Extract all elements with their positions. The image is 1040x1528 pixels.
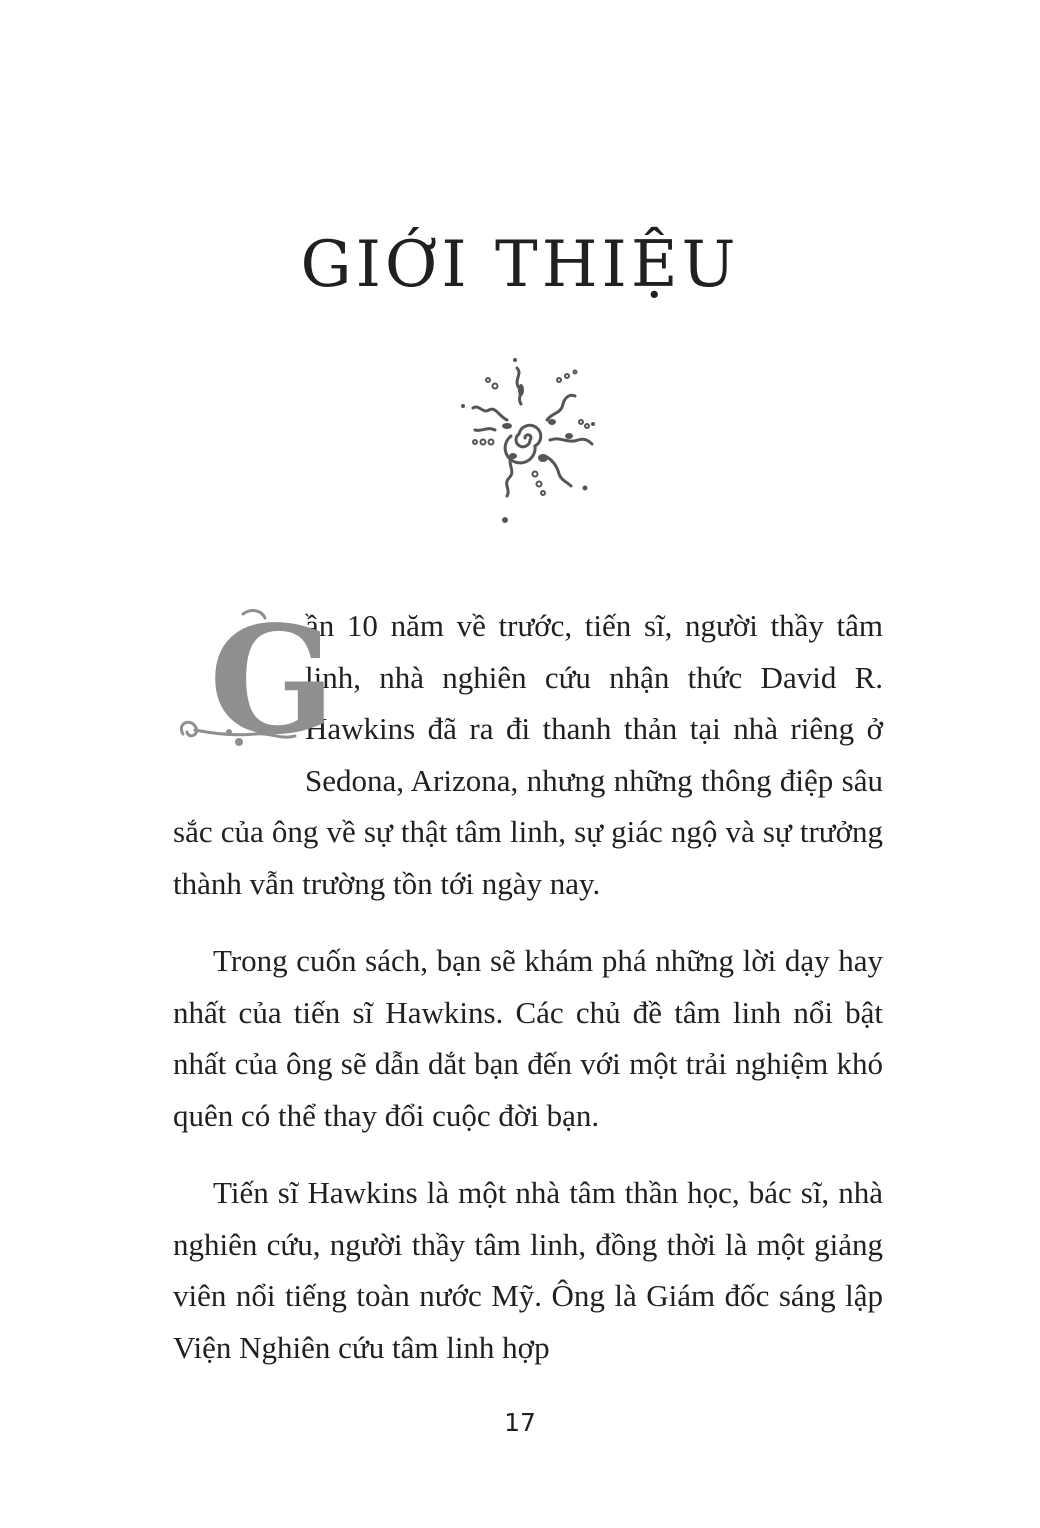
drop-cap-letter: G — [209, 593, 336, 767]
paragraph-first-text: ần 10 năm về trước, tiến sĩ, người thầy tâm linh, nhà nghiên cứu nhận thức David R. Hawkins đã ra đi thanh thản tại nhà riêng ở Sedona, Arizona, nhưng những thông điệp sâu sắc của ông về sự thật tâm linh, sự giác ngộ và sự trưởng thành vẫn trường tồn tới ngày nay. — [173, 608, 883, 901]
paragraph-first — [173, 593, 883, 909]
paragraph-second: Trong cuốn sách, bạn sẽ khám phá những lời dạy hay nhất của tiến sĩ Hawkins. Các chủ đề tâm linh nổi bật nhất của ông sẽ dẫn dắt bạn đến với một trải nghiệm khó quên có thể thay đổi cuộc đời bạn. — [173, 943, 883, 1133]
sun-swirl-ornament-icon — [455, 356, 600, 524]
body-text — [173, 593, 883, 1399]
paragraph-third: Tiến sĩ Hawkins là một nhà tâm thần học, bác sĩ, nhà nghiên cứu, người thầy tâm linh, đồng thời là một giảng viên nổi tiếng toàn nước Mỹ. Ông là Giám đốc sáng lập Viện Nghiên cứu tâm linh hợp — [173, 1175, 883, 1365]
chapter-title: GIỚI THIỆU — [300, 228, 740, 302]
page-number: 17 — [504, 1408, 536, 1437]
drop-cap — [173, 593, 336, 767]
